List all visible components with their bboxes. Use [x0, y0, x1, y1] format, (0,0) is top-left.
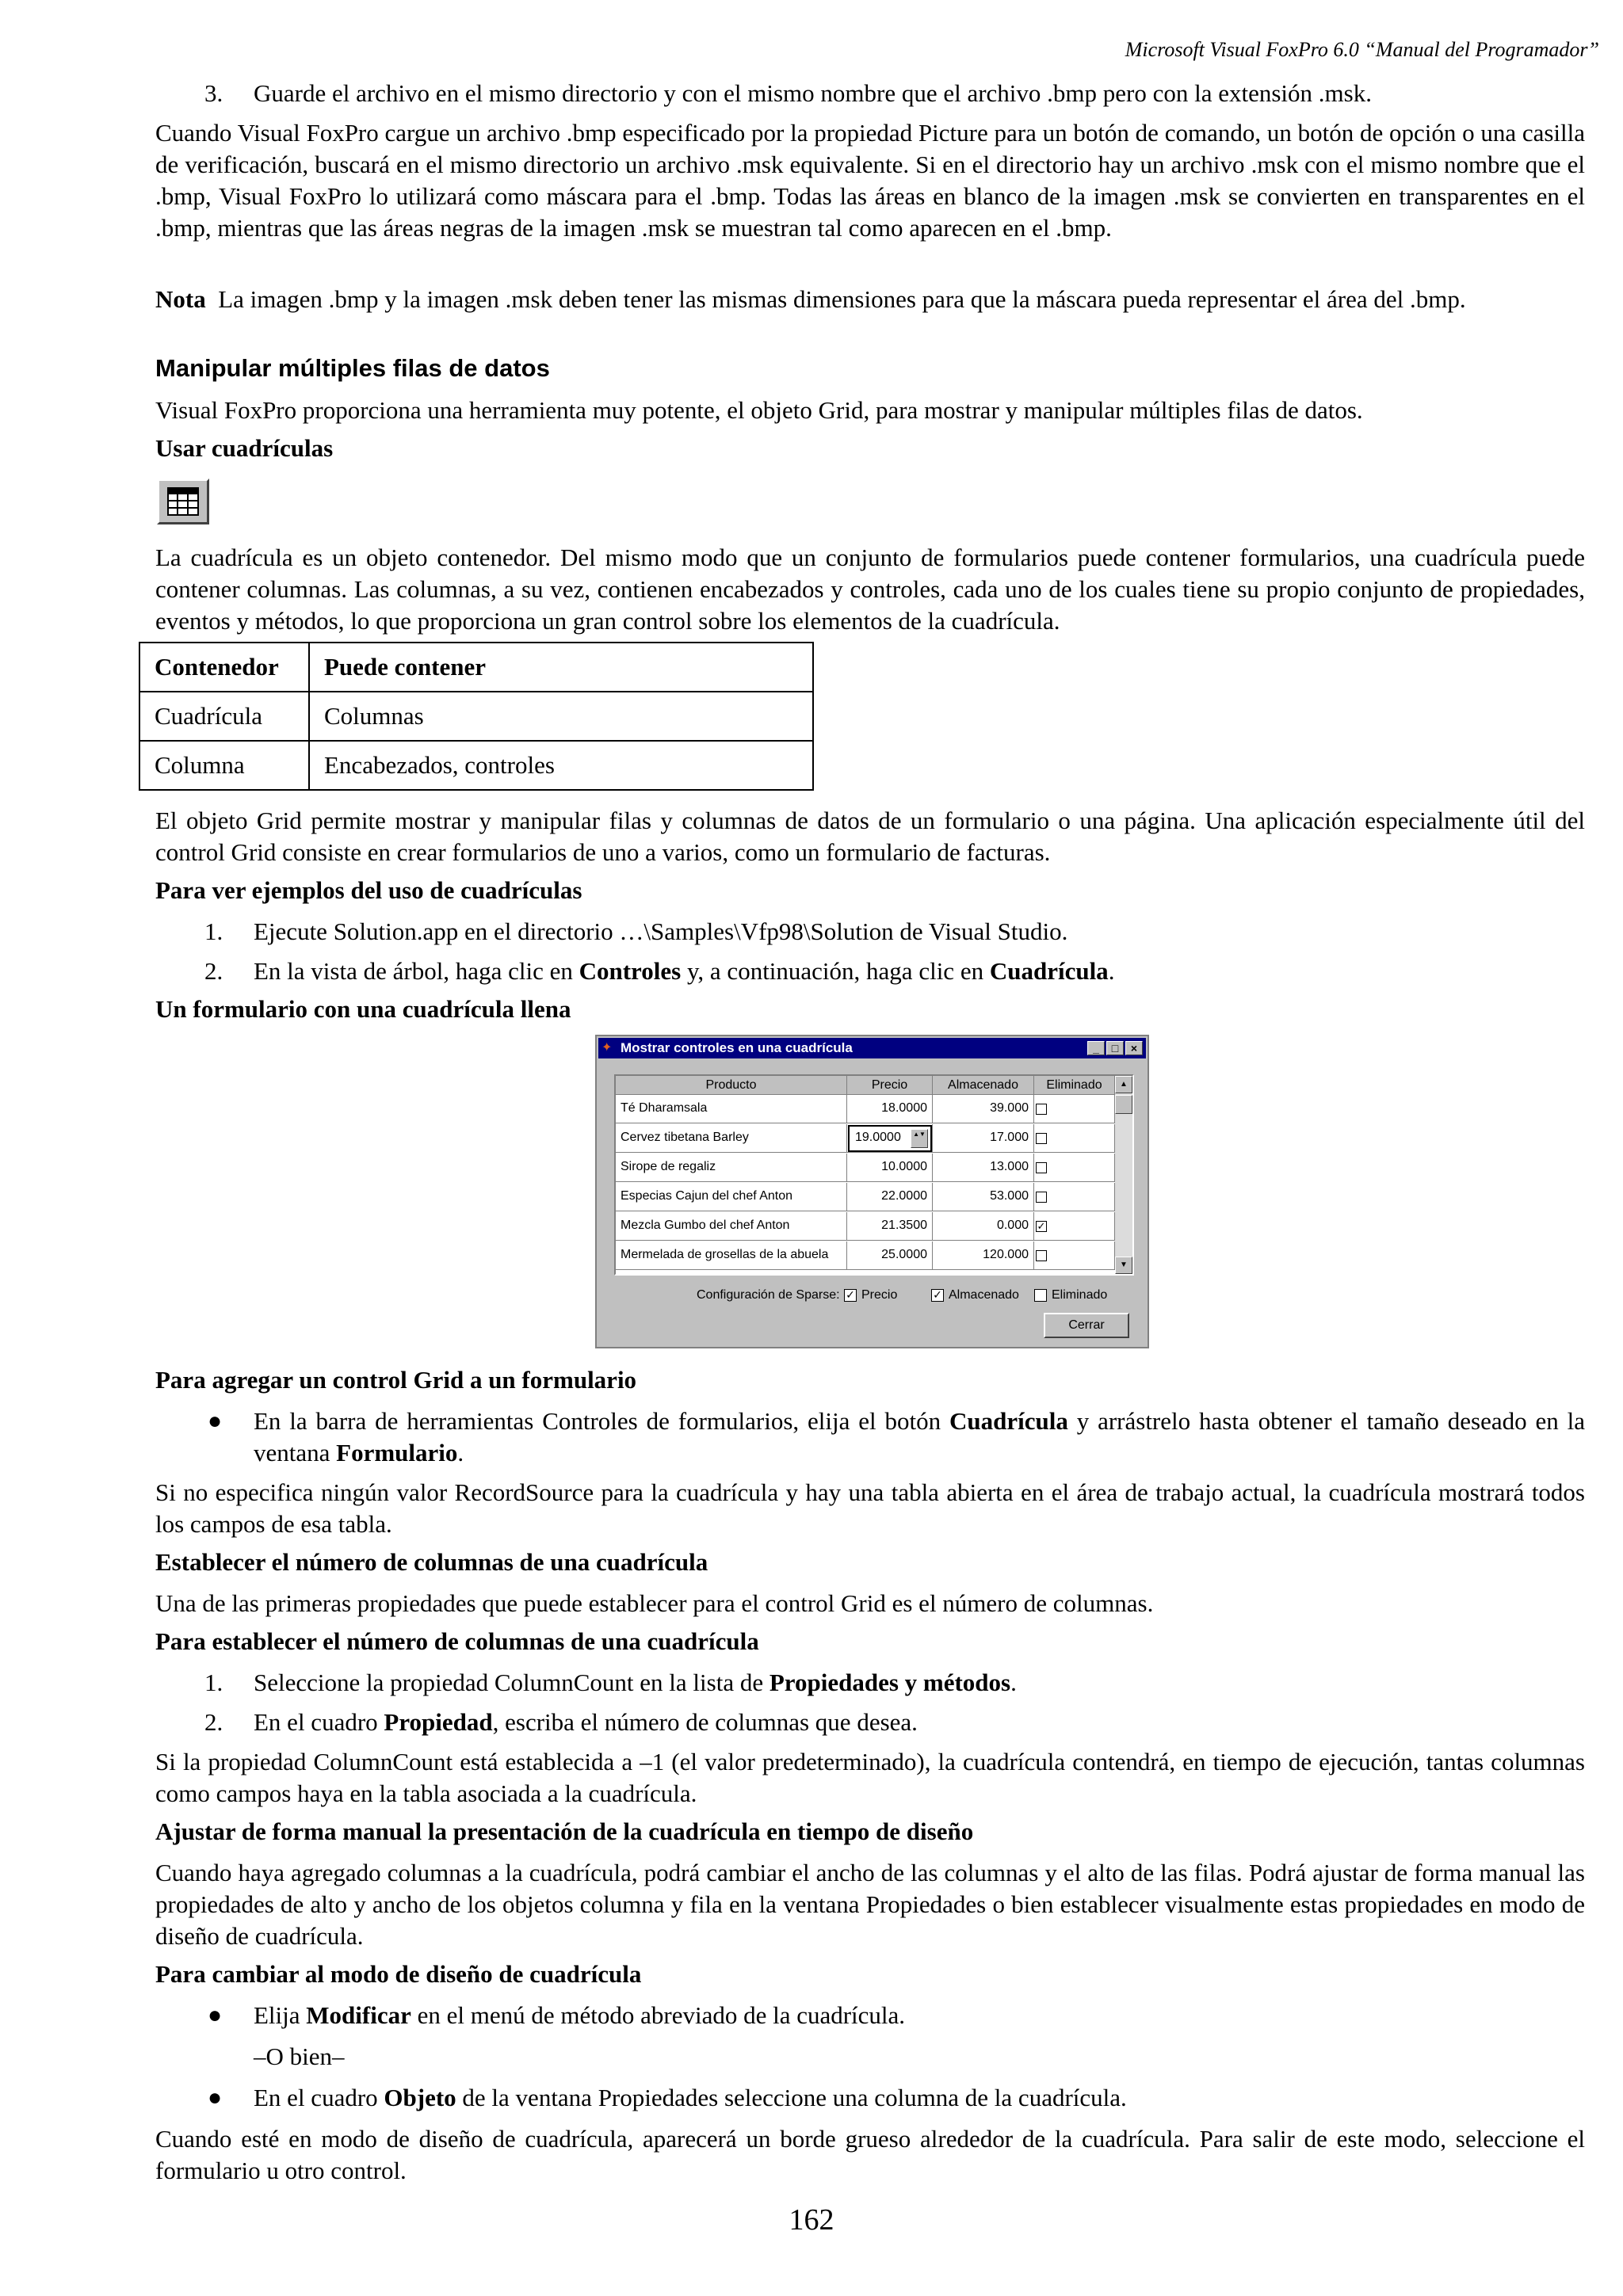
subheading: Un formulario con una cuadrícula llena: [155, 995, 571, 1023]
bullet-icon: ●: [208, 1408, 223, 1434]
row-checkbox[interactable]: [1036, 1133, 1047, 1144]
subheading: Para agregar un control Grid a un formulario: [155, 1366, 637, 1394]
table-cell: Columna: [139, 741, 309, 790]
checkbox-label: Almacenado: [949, 1288, 1019, 1302]
grid-cell-precio[interactable]: 18.0000: [847, 1095, 933, 1123]
checkbox-label: Precio: [861, 1288, 898, 1302]
page-number: 162: [789, 2203, 834, 2237]
subheading: Ajustar de forma manual la presentación de la cuadrícula en tiempo de diseño: [155, 1817, 974, 1845]
subheading: Usar cuadrículas: [155, 434, 334, 462]
sparse-label: Configuración de Sparse:: [697, 1288, 840, 1302]
list-item: ● En la barra de herramientas Controles de formularios, elija el botón Cuadrícula y arrástrelo hasta obtener el tamaño deseado en la ventana Formulario.: [208, 1407, 1585, 1466]
grid-cell-producto[interactable]: Especias Cajun del chef Anton: [616, 1183, 847, 1211]
column-header-almacenado[interactable]: Almacenado: [933, 1076, 1034, 1095]
table-header-cell: Puede contener: [309, 643, 813, 692]
note-text: La imagen .bmp y la imagen .msk deben tener las mismas dimensiones para que la máscara pueda representar el área del .bmp.: [218, 285, 1466, 313]
vertical-scrollbar[interactable]: [1115, 1076, 1132, 1274]
subheading: Para establecer el número de columnas de una cuadrícula: [155, 1627, 759, 1655]
paragraph: El objeto Grid permite mostrar y manipular filas y columnas de datos de un formulario o una página. Una aplicación especialmente útil del control Grid consiste en crear formularios de uno a varios, como un formulario de facturas.: [155, 807, 1585, 866]
row-checkbox[interactable]: [1036, 1162, 1047, 1173]
paragraph: La cuadrícula es un objeto contenedor. Del mismo modo que un conjunto de formularios puede contener formularios, una cuadrícula puede contener columnas. Las columnas, a su vez, contienen encabezados y controles, cada uno de los cuales tiene su propio conjunto de propiedades, eventos y métodos, lo que proporciona un gran control sobre los elementos de la cuadrícula.: [155, 543, 1585, 635]
window-title: Mostrar controles en una cuadrícula: [621, 1040, 853, 1055]
column-header-producto[interactable]: Producto: [616, 1076, 847, 1095]
table-header-row: [139, 643, 813, 692]
running-header: Microsoft Visual FoxPro 6.0 “Manual del Programador”: [1125, 38, 1599, 61]
spinner-icon[interactable]: ▲▼: [911, 1129, 928, 1148]
paragraph: Cuando haya agregado columnas a la cuadrícula, podrá cambiar el ancho de las columnas y el alto de las filas. Podrá ajustar de forma manual las propiedades de alto y ancho de los objetos columna y fila en la ventana Propiedades o bien establecer visualmente estas propiedades en modo de diseño de cuadrícula.: [155, 1859, 1585, 1950]
table-cell: Encabezados, controles: [309, 741, 813, 790]
grid-cell-producto[interactable]: Cervez tibetana Barley: [616, 1124, 847, 1153]
note-label: Nota: [155, 285, 206, 313]
minimize-button[interactable]: _: [1087, 1041, 1105, 1055]
document-page: Microsoft Visual FoxPro 6.0 “Manual del Programador” 3. Guarde el archivo en el mismo directorio y con el mismo nombre que el archivo .bmp pero con la extensión .msk. Cuando Visual FoxPro cargue un archivo .bmp especificado por la propiedad Picture para un botón de comando, un botón de opción o una casilla de verificación, buscará en el mismo directorio un archivo .msk equivalente. Si en el directorio hay un archivo .msk con el mismo nombre que el .bmp, Visual FoxPro lo utilizará como máscara para el .bmp. Todas las áreas en blanco de la imagen .msk se convierten en transparentes en el .bmp, mientras que las áreas negras de la imagen .msk se muestran tal como aparecen en el .bmp. Nota La imagen .bmp y la imagen .msk deben tener las mismas dimensiones para que la máscara pueda representar el área del .bmp. Manipular múltiples filas de datos Visual FoxPro proporciona una herramienta muy potente, el objeto Grid, para mostrar y manipular múltiples filas de datos. Usar cuadrículas La cuadrícula es un objeto contenedor. Del mismo modo que un conjunto de formularios puede contener formularios, una cuadrícula puede contener columnas. Las columnas, a su vez, contienen encabezados y controles, cada uno de los cuales tiene su propio conjunto de propiedades, eventos y métodos, lo que proporciona un gran control sobre los elementos de la cuadrícula. Contenedor Puede contener Cuadrícula Columnas Columna Encabezados, controles El objeto Grid permite mostrar y manipular filas y columnas de datos de un formulario o una página. Una aplicación especialmente útil del control Grid consiste en crear formularios de uno a varios, como un formulario de facturas. Para ver ejemplos del uso de cuadrículas 1. Ejecute Solution.app en el directorio …\Samples\Vfp98\Solution de Visual Studio. 2. En la vista de árbol, haga clic en Controles y, a continuación, haga clic en Cuadrícula. Un formulario con una cuadrícula llena ✦ Mostrar controles en una cuadrícula _ □ × Producto Precio Almacenado Eliminado Té Dharamsala 18.0000 39.000 Cervez tibetana Barley 19.0000 17.000 ▲▼ Sirope de regaliz 10.0000 13.000 Especias Cajun del chef Anton 22.0000 53.000 Mezcla Gumbo del chef Anton 21.3500 0.000 ✓ Mermelada de grosellas de la abuela 25.0000 120.000 ▲ ▼ Configuración de Sparse: ✓ Precio ✓ Almacenado Eliminado Cerrar Para agregar un control Grid a un formulario ● En la barra de herramientas Controles de formularios, elija el botón Cuadrícula y arrástrelo hasta obtener el tamaño deseado en la ventana Formulario. Si no especifica ningún valor RecordSource para la cuadrícula y hay una tabla abierta en el área de trabajo actual, la cuadrícula mostrará todos los campos de esa tabla. Establecer el número de columnas de una cuadrícula Una de las primeras propiedades que puede establecer para el control Grid es el número de columnas. Para establecer el número de columnas de una cuadrícula 1. Seleccione la propiedad ColumnCount en la lista de Propiedades y métodos. 2. En el cuadro Propiedad, escriba el número de columnas que desea. Si la propiedad ColumnCount está establecida a –1 (el valor predeterminado), la cuadrícula contendrá, en tiempo de ejecución, tantas columnas como campos haya en la tabla asociada a la cuadrícula. Ajustar de forma manual la presentación de la cuadrícula en tiempo de diseño Cuando haya agregado columnas a la cuadrícula, podrá cambiar el ancho de las columnas y el alto de las filas. Podrá ajustar de forma manual las propiedades de alto y ancho de los objetos columna y fila en la ventana Propiedades o bien establecer visualmente estas propiedades en modo de diseño de cuadrícula. Para cambiar al modo de diseño de cuadrícula ● Elija Modificar en el menú de método abreviado de la cuadrícula. –O bien– ● En el cuadro Objeto de la ventana Propiedades seleccione una columna de la cuadrícula. Cuando esté en modo de diseño de cuadrícula, aparecerá un borde grueso alrededor de la cuadrícula. Para salir de este modo, seleccione el formulario u otro control. 162: [0, 0, 1623, 2296]
table-row: [139, 692, 813, 741]
row-checkbox[interactable]: [1036, 1192, 1047, 1203]
column-header-precio[interactable]: Precio: [847, 1076, 933, 1095]
subheading: Para ver ejemplos del uso de cuadrículas: [155, 876, 582, 904]
checkbox-precio[interactable]: ✓: [844, 1289, 857, 1302]
scroll-down-button[interactable]: ▼: [1115, 1257, 1132, 1274]
column-header-eliminado[interactable]: Eliminado: [1034, 1076, 1115, 1095]
grid-cell-precio[interactable]: 22.0000: [847, 1183, 933, 1211]
row-checkbox[interactable]: ✓: [1037, 1220, 1046, 1232]
grid-cell-precio[interactable]: 21.3500: [847, 1212, 933, 1241]
grid-cell-almacenado[interactable]: 13.000: [933, 1154, 1034, 1182]
grid-cell-producto[interactable]: Mermelada de grosellas de la abuela: [616, 1241, 847, 1270]
row-checkbox[interactable]: [1036, 1104, 1047, 1115]
paragraph: Visual FoxPro proporciona una herramienta muy potente, el objeto Grid, para mostrar y manipular múltiples filas de datos.: [155, 396, 1363, 424]
or-separator: –O bien–: [254, 2042, 345, 2070]
cerrar-button[interactable]: Cerrar: [1044, 1313, 1129, 1338]
subheading: Para cambiar al modo de diseño de cuadrícula: [155, 1960, 642, 1988]
close-button[interactable]: ×: [1125, 1041, 1143, 1055]
grid-cell-almacenado[interactable]: 17.000: [933, 1124, 1034, 1153]
paragraph: Si la propiedad ColumnCount está establecida a –1 (el valor predeterminado), la cuadrícula contendrá, en tiempo de ejecución, tantas columnas como campos haya en la tabla asociada a la cuadrícula.: [155, 1748, 1585, 1807]
grid-cell-almacenado[interactable]: 120.000: [933, 1241, 1034, 1270]
window-titlebar: [598, 1038, 1146, 1058]
grid-cell-almacenado[interactable]: 53.000: [933, 1183, 1034, 1211]
grid-cell-almacenado[interactable]: 0.000: [933, 1212, 1034, 1241]
table-cell: Columnas: [309, 692, 813, 741]
maximize-button[interactable]: □: [1106, 1041, 1124, 1055]
section-heading: Manipular múltiples filas de datos: [155, 354, 550, 382]
scroll-thumb[interactable]: [1115, 1095, 1132, 1114]
grid-cell-producto[interactable]: Sirope de regaliz: [616, 1154, 847, 1182]
paragraph-mask: Cuando Visual FoxPro cargue un archivo .bmp especificado por la propiedad Picture para un botón de comando, un botón de opción o una casilla de verificación, buscará en el mismo directorio un archivo .msk equivalente. Si en el directorio hay un archivo .msk con el mismo nombre que el .bmp, Visual FoxPro lo utilizará como máscara para el .bmp. Todas las áreas en blanco de la imagen .msk se convierten en transparentes en el .bmp, mientras que las áreas negras de la imagen .msk se muestran tal como aparecen en el .bmp.: [155, 119, 1586, 242]
grid-cell-precio[interactable]: 10.0000: [847, 1154, 933, 1182]
table-cell: Cuadrícula: [139, 692, 309, 741]
bullet-icon: ●: [208, 2084, 223, 2111]
grid-demo-window: [595, 1035, 1149, 1348]
paragraph: Una de las primeras propiedades que puede establecer para el control Grid es el número de columnas.: [155, 1589, 1154, 1617]
checkbox-eliminado[interactable]: [1034, 1289, 1047, 1302]
grid-cell-precio[interactable]: 25.0000: [847, 1241, 933, 1270]
paragraph: Cuando esté en modo de diseño de cuadrícula, aparecerá un borde grueso alrededor de la cuadrícula. Para salir de este modo, seleccione el formulario u otro control.: [155, 2125, 1585, 2184]
container-table: [139, 642, 814, 791]
note-paragraph: [155, 284, 1585, 315]
bullet-icon: ●: [208, 2002, 223, 2028]
grid-icon: [157, 479, 209, 524]
grid-cell-almacenado[interactable]: 39.000: [933, 1095, 1034, 1123]
grid-cell-precio[interactable]: 19.0000: [847, 1124, 933, 1153]
table-row: [139, 741, 813, 790]
subheading: Establecer el número de columnas de una cuadrícula: [155, 1548, 708, 1576]
list-text: Guarde el archivo en el mismo directorio y con el mismo nombre que el archivo .bmp pero con la extensión .msk.: [254, 79, 1372, 107]
fox-icon: ✦: [601, 1041, 613, 1055]
paragraph: Si no especifica ningún valor RecordSource para la cuadrícula y hay una tabla abierta en el área de trabajo actual, la cuadrícula mostrará todos los campos de esa tabla.: [155, 1478, 1585, 1538]
row-checkbox[interactable]: [1036, 1250, 1047, 1261]
checkbox-label: Eliminado: [1052, 1288, 1108, 1302]
list-number: 3.: [204, 79, 223, 107]
data-grid[interactable]: [614, 1074, 1134, 1276]
table-header-cell: Contenedor: [139, 643, 309, 692]
grid-cell-producto[interactable]: Té Dharamsala: [616, 1095, 847, 1123]
scroll-up-button[interactable]: ▲: [1115, 1076, 1132, 1093]
checkbox-almacenado[interactable]: ✓: [931, 1289, 944, 1302]
grid-cell-producto[interactable]: Mezcla Gumbo del chef Anton: [616, 1212, 847, 1241]
